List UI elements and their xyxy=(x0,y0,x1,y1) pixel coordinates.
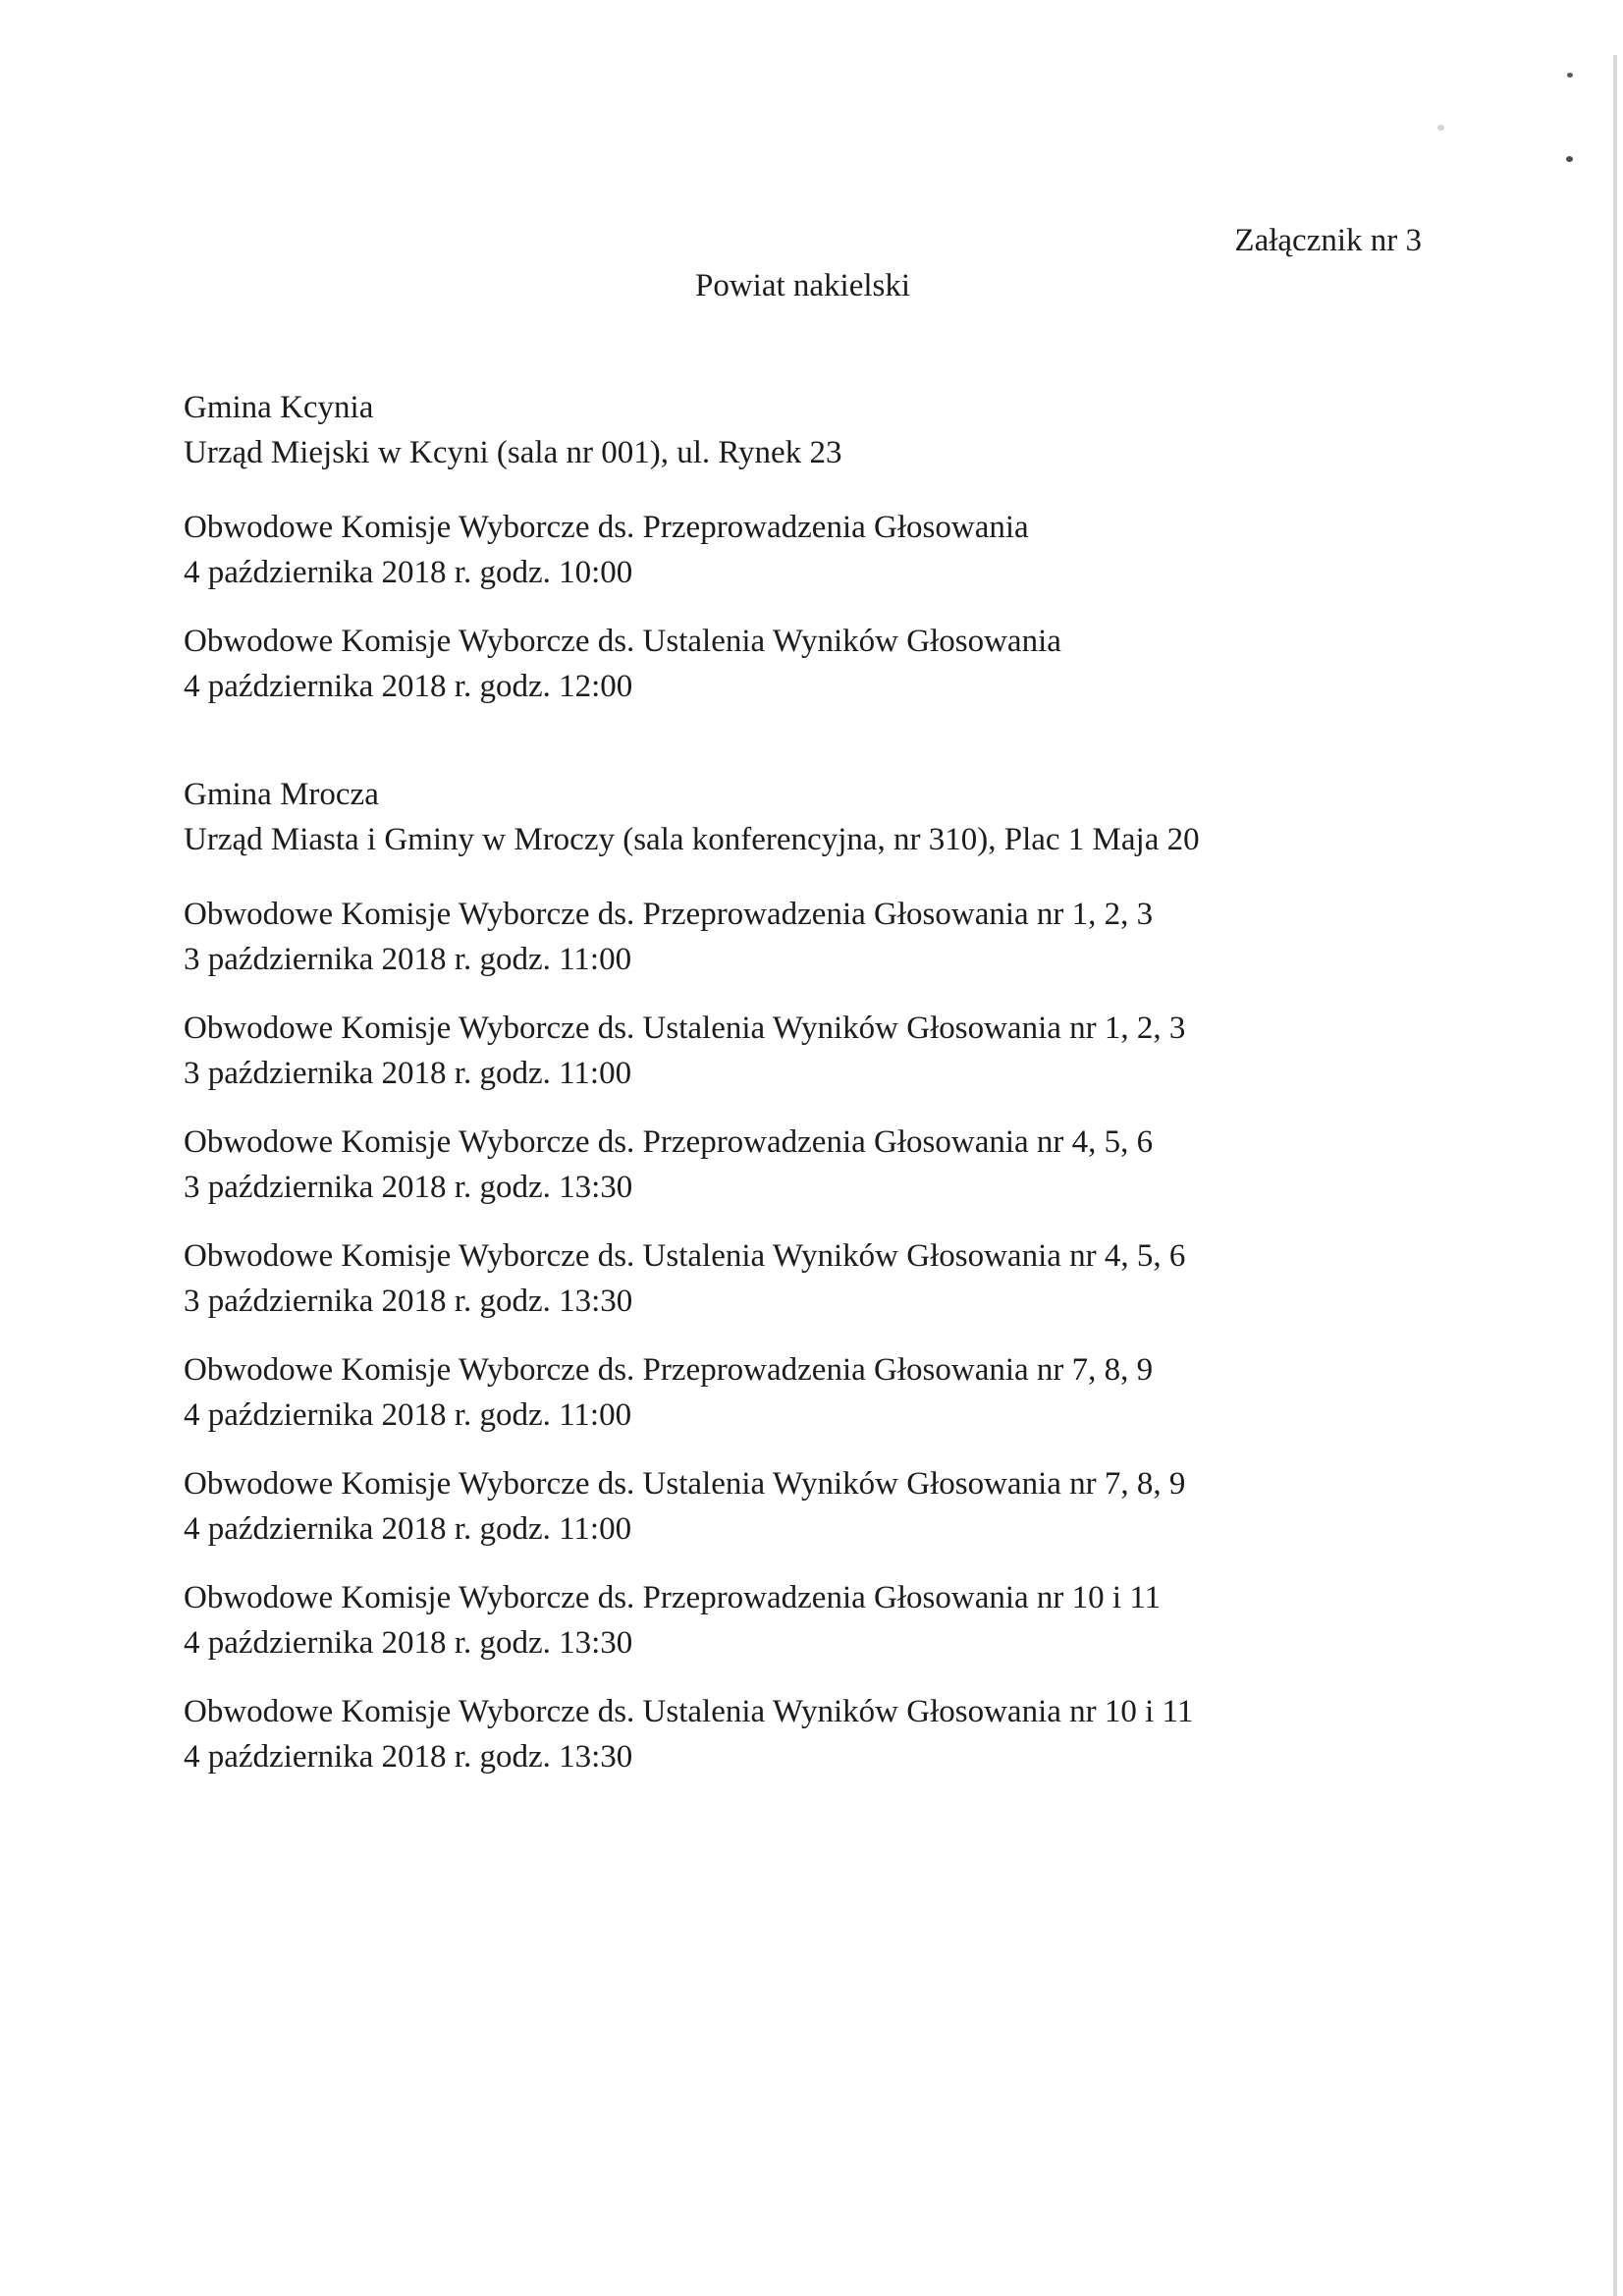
venue-line: Urząd Miejski w Kcyni (sala nr 001), ul. Rynek 23 xyxy=(184,435,842,470)
datetime-line: 4 października 2018 r. godz. 10:00 xyxy=(184,555,633,590)
datetime-line: 4 października 2018 r. godz. 13:30 xyxy=(184,1625,633,1661)
section-heading-mrocza: Gmina Mrocza xyxy=(184,777,379,812)
schedule-entry xyxy=(184,1006,1422,1096)
section-heading-kcynia: Gmina Kcynia xyxy=(184,390,374,425)
schedule-entry xyxy=(184,1575,1422,1666)
section-gmina-mrocza xyxy=(184,772,1422,1779)
schedule-entry xyxy=(184,1689,1422,1779)
committee-line: Obwodowe Komisje Wyborcze ds. Przeprowadzenia Głosowania nr 1, 2, 3 xyxy=(184,897,1154,932)
attachment-label: Załącznik nr 3 xyxy=(1234,223,1422,258)
datetime-line: 3 października 2018 r. godz. 13:30 xyxy=(184,1170,633,1205)
datetime-line: 3 października 2018 r. godz. 13:30 xyxy=(184,1284,633,1319)
schedule-entry xyxy=(184,1461,1422,1552)
schedule-entry xyxy=(184,1233,1422,1324)
section-gmina-kcynia xyxy=(184,385,1422,709)
datetime-line: 4 października 2018 r. godz. 11:00 xyxy=(184,1397,632,1433)
committee-line: Obwodowe Komisje Wyborcze ds. Przeprowadzenia Głosowania nr 10 i 11 xyxy=(184,1580,1162,1615)
committee-line: Obwodowe Komisje Wyborcze ds. Ustalenia Wyników Głosowania nr 10 i 11 xyxy=(184,1694,1194,1729)
scan-edge-line xyxy=(1613,55,1617,2296)
page-title: Powiat nakielski xyxy=(694,268,911,303)
schedule-entry xyxy=(184,619,1422,709)
schedule-entry xyxy=(184,1120,1422,1210)
committee-line: Obwodowe Komisje Wyborcze ds. Przeprowadzenia Głosowania nr 7, 8, 9 xyxy=(184,1352,1154,1388)
scan-speck xyxy=(1567,73,1573,78)
committee-line: Obwodowe Komisje Wyborcze ds. Ustalenia Wyników Głosowania nr 7, 8, 9 xyxy=(184,1466,1186,1502)
datetime-line: 4 października 2018 r. godz. 11:00 xyxy=(184,1511,632,1547)
schedule-entry xyxy=(184,1347,1422,1438)
committee-line: Obwodowe Komisje Wyborcze ds. Przeprowadzenia Głosowania nr 4, 5, 6 xyxy=(184,1124,1154,1160)
committee-line: Obwodowe Komisje Wyborcze ds. Ustalenia Wyników Głosowania xyxy=(184,624,1061,659)
datetime-line: 4 października 2018 r. godz. 13:30 xyxy=(184,1739,633,1775)
datetime-line: 3 października 2018 r. godz. 11:00 xyxy=(184,942,632,977)
datetime-line: 3 października 2018 r. godz. 11:00 xyxy=(184,1056,632,1091)
committee-line: Obwodowe Komisje Wyborcze ds. Przeprowadzenia Głosowania xyxy=(184,510,1029,545)
committee-line: Obwodowe Komisje Wyborcze ds. Ustalenia Wyników Głosowania nr 4, 5, 6 xyxy=(184,1238,1186,1274)
scan-speck xyxy=(1437,125,1444,131)
scan-speck xyxy=(1566,156,1573,162)
committee-line: Obwodowe Komisje Wyborcze ds. Ustalenia Wyników Głosowania nr 1, 2, 3 xyxy=(184,1011,1186,1046)
datetime-line: 4 października 2018 r. godz. 12:00 xyxy=(184,669,633,704)
schedule-entry xyxy=(184,505,1422,595)
schedule-entry xyxy=(184,892,1422,982)
venue-line: Urząd Miasta i Gminy w Mroczy (sala konferencyjna, nr 310), Plac 1 Maja 20 xyxy=(184,822,1200,857)
document-content xyxy=(184,218,1422,1779)
